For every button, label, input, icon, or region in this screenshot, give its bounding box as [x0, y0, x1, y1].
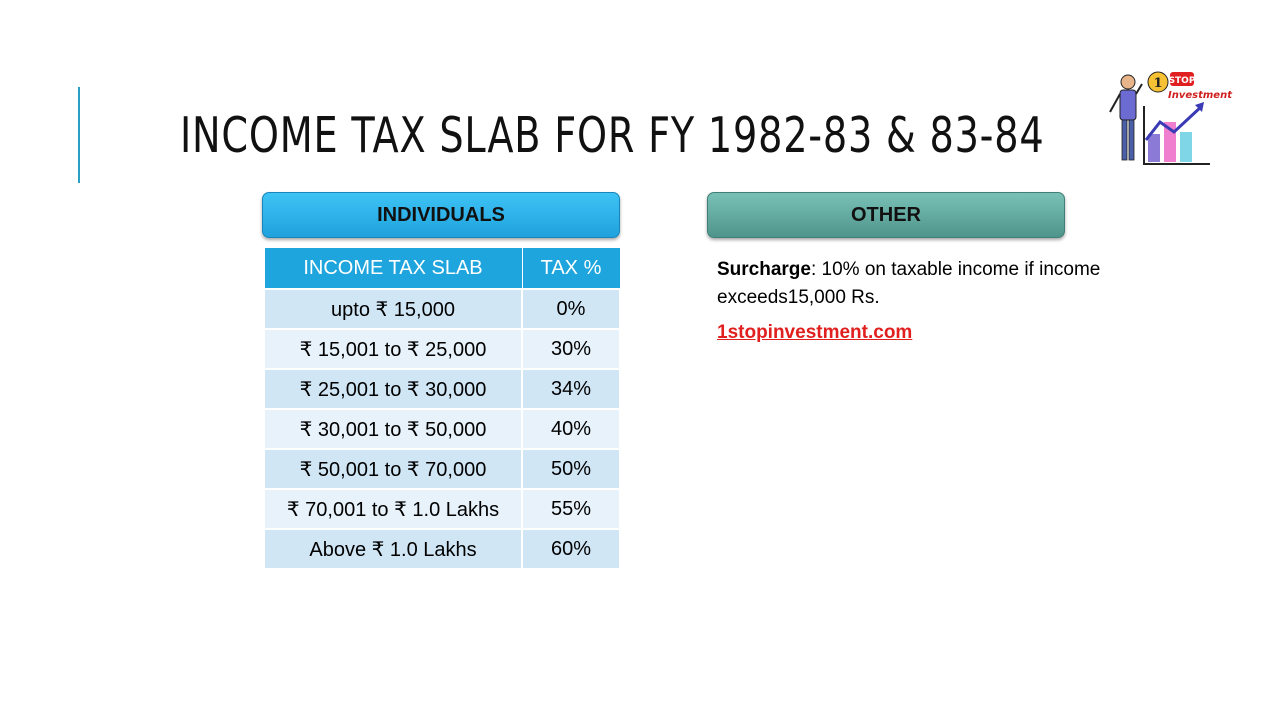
table-row: [264, 529, 620, 569]
slab-cell: ₹ 70,001 to ₹ 1.0 Lakhs: [264, 489, 522, 529]
tax-cell: 60%: [522, 529, 620, 569]
tax-cell: 50%: [522, 449, 620, 489]
logo-bar-1: [1148, 134, 1160, 162]
table-row: [264, 329, 620, 369]
svg-text:1: 1: [1153, 76, 1163, 91]
table-row: [264, 449, 620, 489]
surcharge-text: : 10% on taxable income if income exceeds15,000 Rs.: [717, 259, 1101, 308]
website-link[interactable]: 1stopinvestment.com: [717, 322, 913, 343]
svg-text:STOP: STOP: [1168, 76, 1196, 86]
surcharge-label: Surcharge: [717, 259, 811, 280]
logo-bar-3: [1180, 132, 1192, 162]
column-header-slab: INCOME TAX SLAB: [264, 248, 522, 290]
person-head: [1121, 75, 1135, 89]
column-header-tax: TAX %: [522, 248, 620, 290]
tax-cell: 30%: [522, 329, 620, 369]
tax-cell: 55%: [522, 489, 620, 529]
table-header-row: [264, 248, 620, 290]
slab-cell: ₹ 30,001 to ₹ 50,000: [264, 409, 522, 449]
tax-cell: 40%: [522, 409, 620, 449]
table-row: [264, 409, 620, 449]
individuals-header: INDIVIDUALS: [262, 192, 620, 238]
other-header: OTHER: [707, 192, 1065, 238]
tax-cell: 0%: [522, 289, 620, 329]
slab-cell: ₹ 25,001 to ₹ 30,000: [264, 369, 522, 409]
table-row: [264, 489, 620, 529]
logo: [1098, 66, 1232, 166]
tax-cell: 34%: [522, 369, 620, 409]
income-tax-table: [263, 247, 621, 570]
svg-text:Investment: Investment: [1168, 90, 1232, 101]
slab-cell: ₹ 15,001 to ₹ 25,000: [264, 329, 522, 369]
slab-cell: upto ₹ 15,000: [264, 289, 522, 329]
table-row: [264, 289, 620, 329]
table-row: [264, 369, 620, 409]
slab-cell: ₹ 50,001 to ₹ 70,000: [264, 449, 522, 489]
slab-cell: Above ₹ 1.0 Lakhs: [264, 529, 522, 569]
slide-title: INCOME TAX SLAB FOR FY 1982-83 & 83-84: [180, 107, 1045, 164]
surcharge-note: [717, 256, 1107, 312]
title-accent-line: [78, 87, 80, 183]
